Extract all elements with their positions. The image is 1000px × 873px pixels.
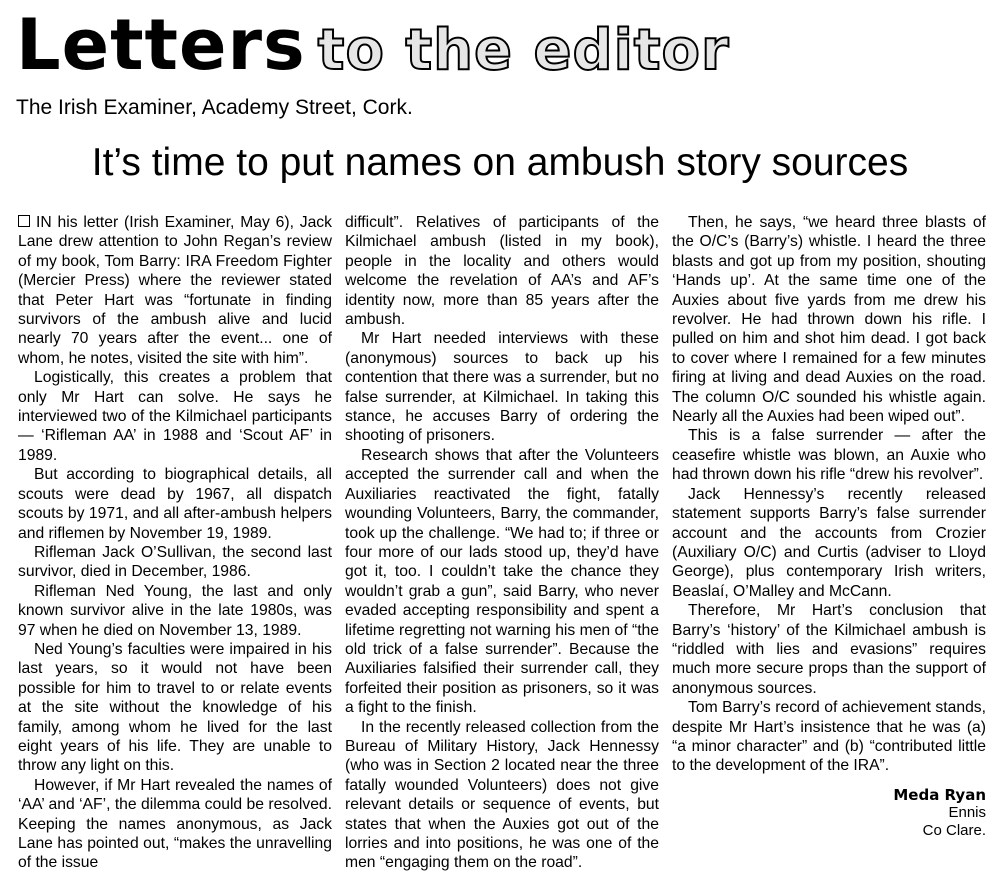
paragraph: IN his letter (Irish Examiner, May 6), Jack Lane drew attention to John Regan’s review of my book, Tom Barry: IRA Freedom Fighter (Mercier Press) where the reviewer stated that Peter Hart was “fortunate in finding survivors of the ambush alive and lucid nearly 70 years after the event... one of whom, he notes, visited the site with him”. [18, 214, 332, 367]
checkbox-bullet-icon [18, 215, 30, 227]
signature [672, 786, 986, 840]
paragraph: However, if Mr Hart revealed the names of ‘AA’ and ‘AF’, the dilemma could be resolved. Keeping the names anonymous, as Jack Lane has pointed out, “makes the unravelling of the issue [18, 776, 332, 872]
column-2 [345, 213, 659, 872]
letter-body [18, 213, 986, 872]
paragraph: Mr Hart needed interviews with these (anonymous) sources to back up his contention that there was a surrender, but no false surrender, at Kilmichael. In taking this stance, he accuses Barry of ordering the shooting of prisoners. [345, 330, 659, 445]
paragraph: Logistically, this creates a problem that only Mr Hart can solve. He says he interviewed two of the Kilmichael participants — ‘Rifleman AA’ in 1988 and ‘Scout AF’ in 1989. [18, 369, 332, 464]
paragraph: Research shows that after the Volunteers accepted the surrender call and when the Auxiliaries reactivated the fight, fatally wounding Volunteers, Barry, the commander, took up the challenge. “We had to; if three or four more of our lads stood up, they’d have got it, too. I couldn’t take the chance they wouldn’t grab a gun”, said Barry, who never evaded accepting responsibility and spent a lifetime regretting not warning his men of “the old trick of a false surrender”. Because the Auxiliaries falsified their surrender call, they forfeited their position as prisoners, so it was a fight to the finish. [345, 446, 659, 717]
paragraph: Rifleman Ned Young, the last and only known survivor alive in the late 1980s, was 97 when he died on November 13, 1989. [18, 582, 332, 639]
letter-headline: It’s time to put names on ambush story sources [91, 141, 909, 184]
author-town: Ennis [948, 803, 986, 821]
column-3 [672, 213, 986, 853]
masthead-to-the-editor: to the editor [317, 18, 730, 83]
paragraph: Rifleman Jack O’Sullivan, the second last survivor, died in December, 1986. [18, 543, 332, 581]
masthead [16, 4, 730, 94]
paragraph: In the recently released collection from the Bureau of Military History, Jack Hennessy (who was in Section 2 located near the three fatally wounded Volunteers) does not give relevant details or sequence of events, but states that when the Auxies got out of the lorries and into positions, he was one of the men “engaging them on the road”. [345, 718, 659, 872]
author-name: Meda Ryan [893, 785, 986, 804]
paragraph: Ned Young’s faculties were impaired in his last years, so it would not have been possible for him to travel to or relate events at the site without the knowledge of his family, among whom he lived for the last eight years of his life. They are unable to throw any light on this. [18, 640, 332, 775]
author-county: Co Clare. [922, 821, 986, 839]
paragraph: Therefore, Mr Hart’s conclusion that Barry’s ‘history’ of the Kilmichael ambush is “riddled with lies and evasions” requires much more secure props than the support of anonymous sources. [672, 602, 986, 697]
column-1 [18, 213, 332, 872]
masthead-letters: Letters [16, 4, 306, 86]
publication-address: The Irish Examiner, Academy Street, Cork. [16, 96, 413, 119]
paragraph: Then, he says, “we heard three blasts of the O/C’s (Barry’s) whistle. I heard the three blasts and got up from my position, shouting ‘Hands up’. At the same time one of the Auxies about five yards from me drew his revolver. He had thrown down his rifle. I pulled on him and shot him dead. I got back to cover where I remained for a few minutes firing at living and dead Auxies on the road. The column O/C sounded his whistle again. Nearly all the Auxies had been wiped out”. [672, 214, 986, 426]
paragraph: Tom Barry’s record of achievement stands, despite Mr Hart’s insistence that he was (a) “a minor character” and (b) “contributed little to the development of the IRA”. [672, 699, 986, 775]
paragraph: But according to biographical details, all scouts were dead by 1967, all dispatch scouts by 1971, and all after-ambush helpers and riflemen by November 19, 1989. [18, 466, 332, 542]
paragraph: Jack Hennessy’s recently released statement supports Barry’s false surrender account and the accounts from Crozier (Auxiliary O/C) and Curtis (adviser to Lloyd George), plus contemporary Irish writers, Beaslaí, O’Malley and McCann. [672, 485, 986, 600]
paragraph: difficult”. Relatives of participants of the Kilmichael ambush (listed in my book), people in the locality and others would welcome the revelation of AA’s and AF’s identity now, more than 85 years after the ambush. [345, 214, 659, 329]
paragraph: This is a false surrender — after the ceasefire whistle was blown, an Auxie who had thrown down his rifle “drew his revolver”. [672, 427, 986, 484]
